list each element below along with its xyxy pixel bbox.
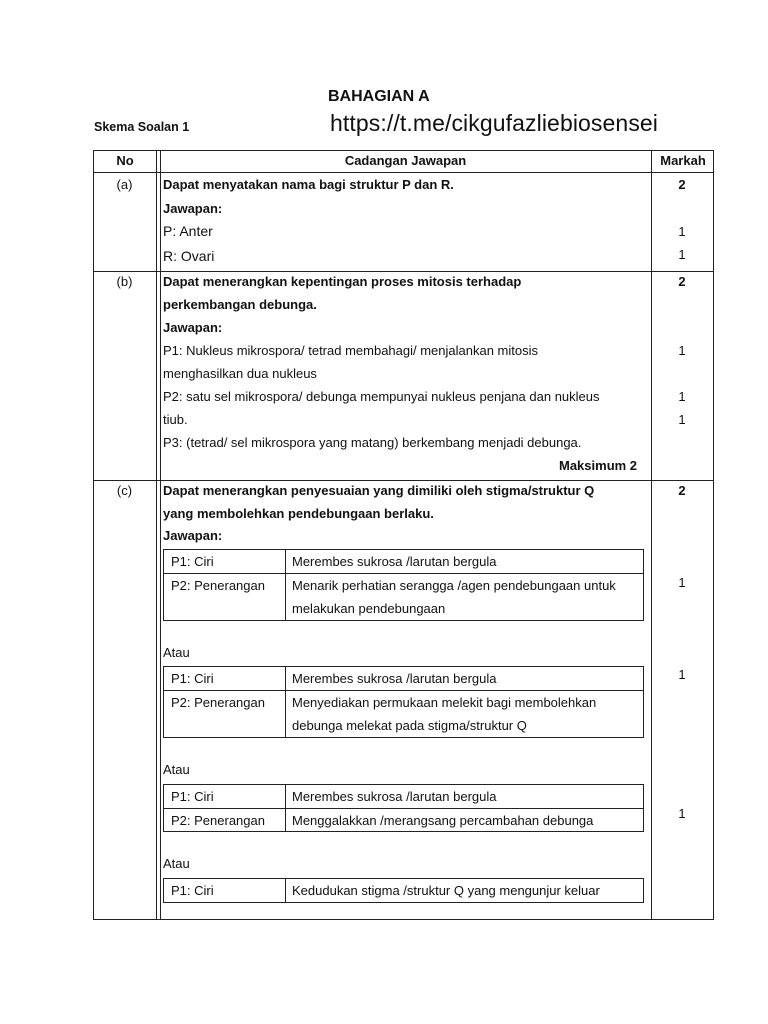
- column-divider: [160, 151, 161, 919]
- header-answer: Cadangan Jawapan: [344, 153, 467, 168]
- answer-point: R: Ovari: [163, 248, 215, 264]
- table-row: [164, 690, 643, 738]
- answer-label: Jawapan:: [163, 320, 223, 335]
- mark-total: 2: [678, 483, 686, 498]
- column-divider: [156, 151, 157, 919]
- option-table: [163, 549, 644, 621]
- or-label: Atau: [163, 762, 190, 777]
- penerangan-text: Menarik perhatian serangga /agen pendebungaan untuk melakukan pendebungaan: [292, 578, 616, 616]
- answer-point: P3: (tetrad/ sel mikrospora yang matang) berkembang menjadi debunga.: [163, 435, 582, 450]
- row-divider: [94, 480, 713, 481]
- option-table: [163, 878, 644, 903]
- penerangan-label: P2: Penerangan: [171, 813, 265, 828]
- scheme-label: Skema Soalan 1: [94, 120, 190, 134]
- answer-point: tiub.: [163, 412, 188, 427]
- telegram-link[interactable]: https://t.me/cikgufazliebiosensei: [330, 110, 659, 136]
- row-number: (b): [116, 274, 133, 289]
- or-label: Atau: [163, 645, 190, 660]
- question-title: yang membolehkan pendebungaan berlaku.: [163, 506, 434, 521]
- question-title: Dapat menyatakan nama bagi struktur P dan R.: [163, 177, 454, 192]
- table-row: [164, 879, 643, 902]
- row-number: (c): [116, 483, 133, 498]
- table-row: [164, 808, 643, 832]
- penerangan-text: Menyediakan permukaan melekit bagi membolehkan debunga melekat pada stigma/struktur Q: [292, 695, 597, 733]
- ciri-label: P1: Ciri: [171, 671, 214, 686]
- penerangan-label: P2: Penerangan: [171, 578, 265, 593]
- table-row: [164, 573, 643, 621]
- penerangan-label: P2: Penerangan: [171, 695, 265, 710]
- ciri-label: P1: Ciri: [171, 883, 214, 898]
- question-title: Dapat menerangkan kepentingan proses mitosis terhadap: [163, 274, 522, 289]
- option-table: [163, 666, 644, 738]
- mark: 1: [678, 806, 686, 821]
- question-title: Dapat menerangkan penyesuaian yang dimiliki oleh stigma/struktur Q: [163, 483, 595, 498]
- answer-point: menghasilkan dua nukleus: [163, 366, 317, 381]
- question-title: perkembangan debunga.: [163, 297, 317, 312]
- mark: 1: [678, 389, 686, 404]
- mark: 1: [678, 575, 686, 590]
- table-row: [164, 667, 643, 690]
- mark: 1: [678, 412, 686, 427]
- or-label: Atau: [163, 856, 190, 871]
- answer-label: Jawapan:: [163, 201, 223, 216]
- table-row: [164, 785, 643, 808]
- ciri-text: Merembes sukrosa /larutan bergula: [292, 789, 497, 804]
- maximum-note: Maksimum 2: [559, 458, 638, 473]
- column-divider: [651, 151, 652, 919]
- section-heading: BAHAGIAN A: [328, 88, 430, 105]
- answer-point: P1: Nukleus mikrospora/ tetrad membahagi/ menjalankan mitosis: [163, 343, 539, 358]
- header-marks: Markah: [660, 153, 706, 168]
- mark: 1: [678, 247, 686, 262]
- answer-label: Jawapan:: [163, 528, 223, 543]
- header-no: No: [116, 153, 134, 168]
- answer-point: P: Anter: [163, 223, 213, 239]
- ciri-text: Merembes sukrosa /larutan bergula: [292, 671, 497, 686]
- row-number: (a): [116, 177, 133, 192]
- ciri-label: P1: Ciri: [171, 789, 214, 804]
- mark: 1: [678, 224, 686, 239]
- ciri-text: Merembes sukrosa /larutan bergula: [292, 554, 497, 569]
- mark: 1: [678, 667, 686, 682]
- row-divider: [94, 172, 713, 173]
- mark-total: 2: [678, 177, 686, 192]
- ciri-text: Kedudukan stigma /struktur Q yang mengunjur keluar: [292, 883, 600, 898]
- answer-point: P2: satu sel mikrospora/ debunga mempunyai nukleus penjana dan nukleus: [163, 389, 600, 404]
- option-table: [163, 784, 644, 832]
- table-row: [164, 550, 643, 573]
- mark-total: 2: [678, 274, 686, 289]
- mark: 1: [678, 343, 686, 358]
- row-divider: [94, 271, 713, 272]
- ciri-label: P1: Ciri: [171, 554, 214, 569]
- penerangan-text: Menggalakkan /merangsang percambahan debunga: [292, 813, 594, 828]
